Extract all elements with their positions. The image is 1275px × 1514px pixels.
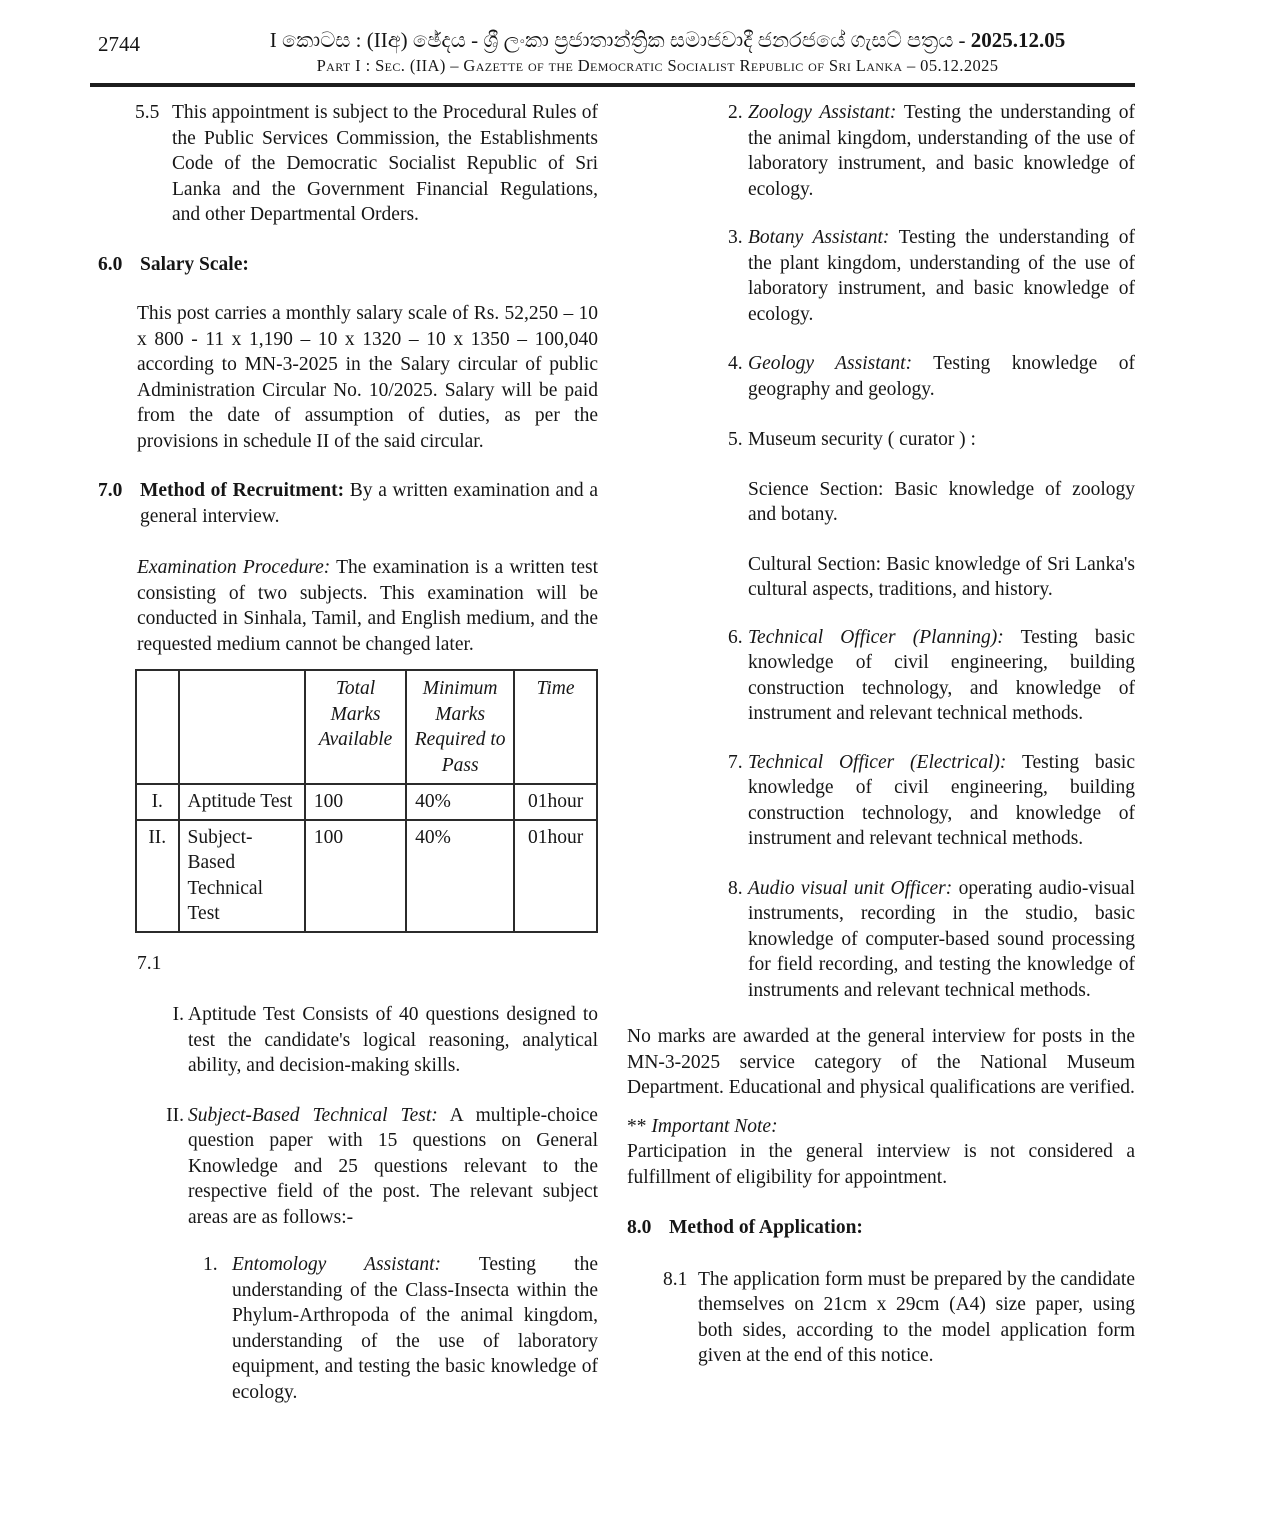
list-marker: II. bbox=[166, 1104, 184, 1126]
list-lead: Subject-Based Technical Test: bbox=[188, 1104, 438, 1126]
table-row bbox=[136, 820, 597, 932]
left-column bbox=[98, 100, 598, 1405]
section-8-heading bbox=[627, 1215, 1135, 1241]
important-note-stars: ** bbox=[627, 1115, 647, 1137]
clause-7-1-number: 7.1 bbox=[137, 952, 162, 974]
subject-area-zoology bbox=[627, 100, 1135, 202]
right-column bbox=[627, 100, 1135, 1405]
list-text bbox=[232, 1252, 598, 1405]
table-row bbox=[136, 784, 597, 820]
subject-area-geology bbox=[627, 351, 1135, 402]
section-title: Method of Recruitment: bbox=[140, 480, 345, 501]
list-marker: 5. bbox=[728, 429, 743, 450]
list-lead: Entomology Assistant: bbox=[232, 1254, 441, 1275]
list-lead: Botany Assistant: bbox=[748, 227, 890, 248]
list-marker: 8. bbox=[728, 877, 743, 899]
list-marker: I. bbox=[172, 1004, 184, 1025]
list-marker: 3. bbox=[728, 227, 743, 248]
list-body: Testing basic knowledge of civil engineering, building construction technology, and knowledge of instrument and relevant technical methods. bbox=[748, 626, 1135, 724]
section-number: 7.0 bbox=[98, 480, 123, 501]
no-marks-paragraph: No marks are awarded at the general interview for posts in the MN-3-2025 service category of the National Museum Department. Educational and physical qualifications are verified. bbox=[627, 1026, 1135, 1098]
page-number: 2744 bbox=[98, 32, 140, 56]
header-cell-minimum-marks: Minimum Marks Required to Pass bbox=[406, 670, 514, 784]
list-marker: 1. bbox=[203, 1254, 218, 1275]
important-note-label-line bbox=[627, 1114, 1135, 1140]
section-number: 6.0 bbox=[98, 253, 123, 275]
section-text: By a written examination and a general interview. bbox=[140, 480, 598, 527]
cell-test-name: Aptitude Test bbox=[179, 784, 305, 820]
list-text: Aptitude Test Consists of 40 questions designed to test the candidate's logical reasoning, analytical ability, and decision-making skills. bbox=[188, 1004, 598, 1076]
cell-row-number: I. bbox=[136, 784, 179, 820]
exam-table bbox=[135, 669, 598, 933]
list-body: Testing the understanding of the animal kingdom, understanding of the use of laboratory instrument, and basic knowledge of ecology. bbox=[748, 102, 1135, 200]
list-lead: Audio visual unit Officer: bbox=[748, 877, 953, 899]
section-7-heading bbox=[98, 478, 598, 529]
list-marker: 2. bbox=[728, 102, 743, 123]
list-text bbox=[748, 100, 1135, 202]
list-text bbox=[188, 1103, 598, 1231]
page-header bbox=[0, 0, 1275, 87]
section-6-heading bbox=[98, 252, 598, 278]
test-item-subject-based bbox=[98, 1103, 598, 1231]
cell-minimum: 40% bbox=[406, 820, 514, 932]
gazette-title-english: Part I : Sec. (IIA) – Gazette of the Democratic Socialist Republic of Sri Lanka – 05.12.2025 bbox=[316, 56, 999, 75]
list-text: Museum security ( curator ) : bbox=[748, 429, 976, 450]
list-body: Testing knowledge of geography and geology. bbox=[748, 353, 1135, 400]
museum-cultural-section: Cultural Section: Basic knowledge of Sri Lanka's cultural aspects, traditions, and history. bbox=[748, 553, 1135, 600]
list-body: Testing the understanding of the Class-Insecta within the Phylum-Arthropoda of the animal kingdom, understanding of the use of laboratory equipment, and testing the basic knowledge of ecology. bbox=[232, 1254, 598, 1403]
subject-area-museum-security bbox=[627, 427, 1135, 453]
list-text bbox=[748, 225, 1135, 327]
list-marker: 6. bbox=[728, 626, 743, 648]
cell-time: 01hour bbox=[514, 820, 597, 932]
section-title: Salary Scale: bbox=[140, 253, 249, 275]
important-note-label: Important Note: bbox=[651, 1115, 778, 1137]
list-body: A multiple-choice question paper with 15 questions on General Knowledge and 25 questions relevant to the respective field of the post. The relevant subject areas are as follows:- bbox=[188, 1104, 598, 1228]
list-text bbox=[748, 750, 1135, 852]
section-number: 8.0 bbox=[627, 1217, 652, 1238]
subject-area-botany bbox=[627, 225, 1135, 327]
subject-area-technical-electrical bbox=[627, 750, 1135, 852]
exam-procedure-text: The examination is a written test consisting of two subjects. This examination will be conducted in Sinhala, Tamil, and English medium, and the requested medium cannot be changed later. bbox=[137, 557, 598, 655]
clause-5-5 bbox=[98, 100, 598, 228]
cell-test-name: Subject-Based Technical Test bbox=[179, 820, 305, 932]
content-columns bbox=[98, 87, 1135, 1405]
list-body: Testing basic knowledge of civil engineering, building construction technology, and knowledge of instrument and relevant technical methods. bbox=[748, 751, 1135, 849]
exam-procedure-paragraph bbox=[137, 555, 598, 657]
header-cell-total-marks: Total Marks Available bbox=[305, 670, 406, 784]
cell-time: 01hour bbox=[514, 784, 597, 820]
museum-science-section: Science Section: Basic knowledge of zoology and botany. bbox=[748, 478, 1135, 525]
clause-8-1 bbox=[627, 1267, 1135, 1369]
list-lead: Geology Assistant: bbox=[748, 353, 913, 374]
salary-paragraph: This post carries a monthly salary scale of Rs. 52,250 – 10 x 800 - 11 x 1,190 – 10 x 1320 – 10 x 1350 – 100,040 according to MN-3-2025 in the Salary circular of public Administration Circular No. 10/2025. Salary will be paid from the date of assumption of duties, as per the provisions in schedule II of the said circular. bbox=[137, 303, 598, 452]
gazette-title-sinhala bbox=[0, 28, 1275, 53]
important-note-text: Participation in the general interview is not considered a fulfillment of eligibility for appointment. bbox=[627, 1141, 1135, 1188]
list-marker: 4. bbox=[728, 353, 743, 374]
cell-total: 100 bbox=[305, 784, 406, 820]
section-title-line bbox=[140, 478, 598, 529]
cell-minimum: 40% bbox=[406, 784, 514, 820]
cell-total: 100 bbox=[305, 820, 406, 932]
test-item-aptitude bbox=[98, 1002, 598, 1079]
subject-area-audio-visual bbox=[627, 876, 1135, 1004]
clause-number: 8.1 bbox=[663, 1268, 688, 1290]
exam-procedure-lead: Examination Procedure: bbox=[137, 557, 331, 578]
section-title: Method of Application: bbox=[669, 1217, 863, 1238]
list-lead: Technical Officer (Planning): bbox=[748, 626, 1004, 648]
list-body: operating audio-visual instruments, recording in the studio, basic knowledge of computer-based sound processing for field recording, and testing the knowledge of instruments and relevant technical methods. bbox=[748, 877, 1135, 1001]
header-cell-time: Time bbox=[514, 670, 597, 784]
clause-text: This appointment is subject to the Procedural Rules of the Public Services Commission, the Establishments Code of the Democratic Socialist Republic of Sri Lanka and the Government Financial Regulations, and other Departmental Orders. bbox=[172, 102, 598, 225]
cell-row-number: II. bbox=[136, 820, 179, 932]
gazette-title-sinhala-text: I කොටස : (IIඅ) ඡේදය - ශ්‍රී ලංකා ප්‍රජාතාන්ත්‍රික සමාජවාදී ජනරජයේ ගැසට් පත්‍රය - bbox=[269, 28, 966, 52]
list-marker: 7. bbox=[728, 751, 743, 773]
exam-table-header-row bbox=[136, 670, 597, 784]
clause-number: 5.5 bbox=[135, 102, 160, 123]
header-cell-blank bbox=[136, 670, 179, 784]
list-text bbox=[748, 625, 1135, 727]
subject-area-entomology bbox=[98, 1252, 598, 1405]
header-cell-blank bbox=[179, 670, 305, 784]
list-text bbox=[748, 876, 1135, 1004]
header-rule bbox=[90, 83, 1135, 87]
list-lead: Zoology Assistant: bbox=[748, 102, 897, 123]
list-body: Testing the understanding of the plant kingdom, understanding of the use of laboratory instrument, and basic knowledge of ecology. bbox=[748, 227, 1135, 325]
clause-text: The application form must be prepared by the candidate themselves on 21cm x 29cm (A4) size paper, using both sides, according to the model application form given at the end of this notice. bbox=[698, 1268, 1135, 1366]
important-note bbox=[627, 1114, 1135, 1191]
gazette-date-sinhala-line: 2025.12.05 bbox=[970, 28, 1066, 52]
subject-area-technical-planning bbox=[627, 625, 1135, 727]
list-lead: Technical Officer (Electrical): bbox=[748, 751, 1007, 773]
list-text bbox=[748, 351, 1135, 402]
